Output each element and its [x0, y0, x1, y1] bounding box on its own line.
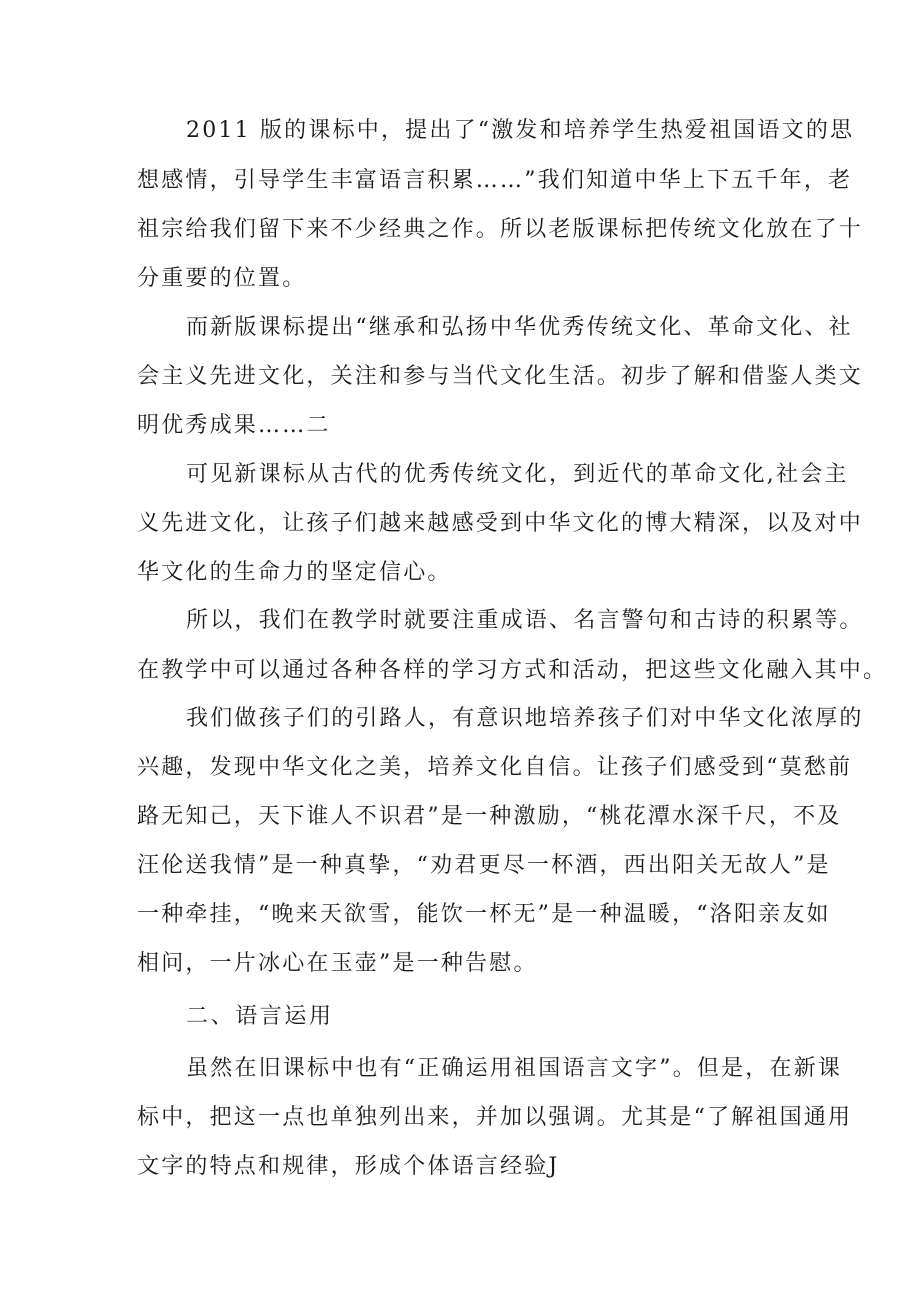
- paragraph-line: 标中，把这一点也单独列出来，并加以强调。尤其是“了解祖国通用: [137, 1105, 853, 1130]
- paragraph-line: 所以，我们在教学时就要注重成语、名言警句和古诗的积累等。: [186, 608, 864, 633]
- section-heading: 二、语言运用: [186, 1004, 334, 1029]
- paragraph-line: 一种牵挂，“晚来天欲雪，能饮一杯无”是一种温暖，“洛阳亲友如: [137, 902, 831, 927]
- paragraph-line: 会主义先进文化，关注和参与当代文化生活。初步了解和借鉴人类文: [137, 364, 864, 389]
- paragraph-line: 在教学中可以通过各种各样的学习方式和活动，把这些文化融入其中。: [137, 658, 888, 683]
- paragraph-line: 而新版课标提出“继承和弘扬中华优秀传统文化、革命文化、社: [186, 315, 853, 340]
- paragraph-line: 文字的特点和规律，形成个体语言经验J: [137, 1154, 560, 1179]
- paragraph-line: 兴趣，发现中华文化之美，培养文化自信。让孩子们感受到“莫愁前: [137, 755, 853, 780]
- paragraph-line: 虽然在旧课标中也有“正确运用祖国语言文字”。但是，在新课: [186, 1056, 843, 1081]
- paragraph-line: 我们做孩子们的引路人，有意识地培养孩子们对中华文化浓厚的: [186, 706, 864, 731]
- paragraph-line: 想感情，引导学生丰富语言积累……”我们知道中华上下五千年，老: [137, 168, 853, 193]
- paragraph-line: 相问，一片冰心在玉壶”是一种告慰。: [137, 951, 538, 976]
- paragraph-line: 分重要的位置。: [137, 266, 307, 291]
- paragraph-line: 祖宗给我们留下来不少经典之作。所以老版课标把传统文化放在了十: [137, 217, 864, 242]
- paragraph-line: 可见新课标从古代的优秀传统文化，到近代的革命文化,社会主: [186, 462, 849, 487]
- paragraph-line: 汪伦送我情”是一种真挚，“劝君更尽一杯酒，西出阳关无故人”是: [137, 853, 831, 878]
- paragraph-line: 路无知己，天下谁人不识君”是一种激励，“桃花潭水深千尺，不及: [137, 804, 842, 829]
- paragraph-line: 华文化的生命力的坚定信心。: [137, 560, 452, 585]
- paragraph-line: 义先进文化，让孩子们越来越感受到中华文化的博大精深，以及对中: [137, 511, 864, 536]
- paragraph-line: 2011 版的课标中，提出了“激发和培养学生热爱祖国语文的思: [186, 118, 855, 143]
- paragraph-line: 明优秀成果……二: [137, 413, 331, 438]
